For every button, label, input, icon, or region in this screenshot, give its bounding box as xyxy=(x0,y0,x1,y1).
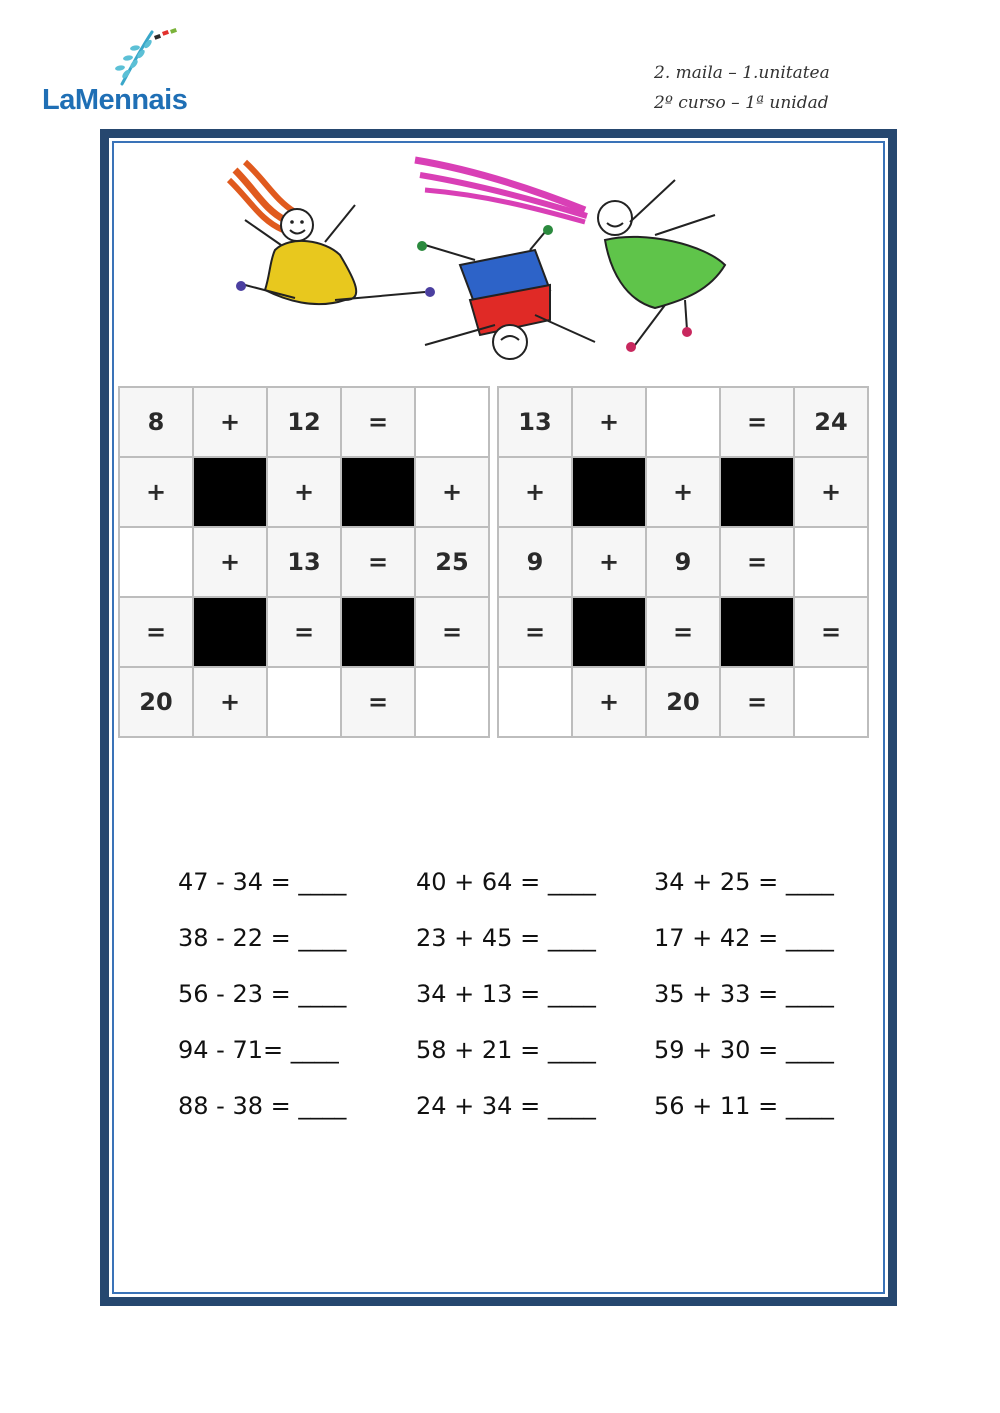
addition-puzzle-grid-left xyxy=(118,386,490,738)
answer-cell[interactable] xyxy=(120,528,192,596)
answer-cell[interactable] xyxy=(268,668,340,736)
math-operation[interactable]: 88 - 38 = ____ xyxy=(178,1092,347,1120)
grid-cell: = xyxy=(342,388,414,456)
grid-cell: 13 xyxy=(268,528,340,596)
grid-cell: 24 xyxy=(795,388,867,456)
grid-cell: 9 xyxy=(499,528,571,596)
answer-cell[interactable] xyxy=(647,388,719,456)
math-operation[interactable]: 34 + 25 = ____ xyxy=(654,868,834,896)
math-operation[interactable]: 47 - 34 = ____ xyxy=(178,868,347,896)
black-cell xyxy=(194,598,266,666)
grid-cell: = xyxy=(416,598,488,666)
grid-cell: + xyxy=(573,668,645,736)
course-header xyxy=(654,58,830,118)
black-cell xyxy=(342,598,414,666)
answer-cell[interactable] xyxy=(499,668,571,736)
course-line-basque: 2. maila – 1.unitatea xyxy=(654,63,830,83)
grid-cell: + xyxy=(194,388,266,456)
course-line-spanish: 2º curso – 1ª unidad xyxy=(654,93,829,113)
grid-cell: = xyxy=(721,528,793,596)
black-cell xyxy=(342,458,414,526)
grid-cell: = xyxy=(721,388,793,456)
girl-yellow-dress-icon xyxy=(229,162,435,304)
operations-column-2 xyxy=(416,862,646,1142)
math-operation[interactable]: 58 + 21 = ____ xyxy=(416,1036,596,1064)
grid-cell: = xyxy=(499,598,571,666)
grid-cell: + xyxy=(194,668,266,736)
math-operation[interactable]: 59 + 30 = ____ xyxy=(654,1036,834,1064)
grid-cell: + xyxy=(573,388,645,456)
math-operation[interactable]: 38 - 22 = ____ xyxy=(178,924,347,952)
grid-cell: 12 xyxy=(268,388,340,456)
math-operation[interactable]: 56 - 23 = ____ xyxy=(178,980,347,1008)
math-operation[interactable]: 40 + 64 = ____ xyxy=(416,868,596,896)
grid-cell: = xyxy=(342,668,414,736)
math-operation[interactable]: 17 + 42 = ____ xyxy=(654,924,834,952)
math-operation[interactable]: 34 + 13 = ____ xyxy=(416,980,596,1008)
grid-cell: + xyxy=(194,528,266,596)
grid-cell: = xyxy=(342,528,414,596)
grid-cell: 20 xyxy=(120,668,192,736)
math-operation[interactable]: 24 + 34 = ____ xyxy=(416,1092,596,1120)
grid-cell: 20 xyxy=(647,668,719,736)
operations-column-3 xyxy=(654,862,884,1142)
grid-cell: + xyxy=(120,458,192,526)
wheat-logo-icon xyxy=(40,26,210,86)
grid-cell: = xyxy=(268,598,340,666)
operations-column-1 xyxy=(178,862,408,1142)
black-cell xyxy=(194,458,266,526)
logo-text: LaMennais xyxy=(42,84,188,116)
math-operation[interactable]: 23 + 45 = ____ xyxy=(416,924,596,952)
grid-cell: = xyxy=(795,598,867,666)
kids-illustration xyxy=(215,150,735,375)
grid-cell: 25 xyxy=(416,528,488,596)
grid-cell: 9 xyxy=(647,528,719,596)
answer-cell[interactable] xyxy=(795,528,867,596)
grid-cell: + xyxy=(573,528,645,596)
grid-cell: + xyxy=(499,458,571,526)
answer-cell[interactable] xyxy=(795,668,867,736)
math-operation[interactable]: 94 - 71= ____ xyxy=(178,1036,339,1064)
grid-cell: + xyxy=(795,458,867,526)
grid-cell: = xyxy=(721,668,793,736)
grid-cell: + xyxy=(647,458,719,526)
grid-cell: = xyxy=(120,598,192,666)
addition-puzzle-grid-right xyxy=(497,386,869,738)
grid-cell: + xyxy=(268,458,340,526)
black-cell xyxy=(721,598,793,666)
grid-cell: 8 xyxy=(120,388,192,456)
answer-cell[interactable] xyxy=(416,668,488,736)
math-operation[interactable]: 56 + 11 = ____ xyxy=(654,1092,834,1120)
boy-red-shirt-icon xyxy=(417,225,595,359)
answer-cell[interactable] xyxy=(416,388,488,456)
black-cell xyxy=(721,458,793,526)
school-logo xyxy=(40,26,210,126)
grid-cell: 13 xyxy=(499,388,571,456)
grid-cell: + xyxy=(416,458,488,526)
grid-cell: = xyxy=(647,598,719,666)
black-cell xyxy=(573,598,645,666)
math-operation[interactable]: 35 + 33 = ____ xyxy=(654,980,834,1008)
black-cell xyxy=(573,458,645,526)
